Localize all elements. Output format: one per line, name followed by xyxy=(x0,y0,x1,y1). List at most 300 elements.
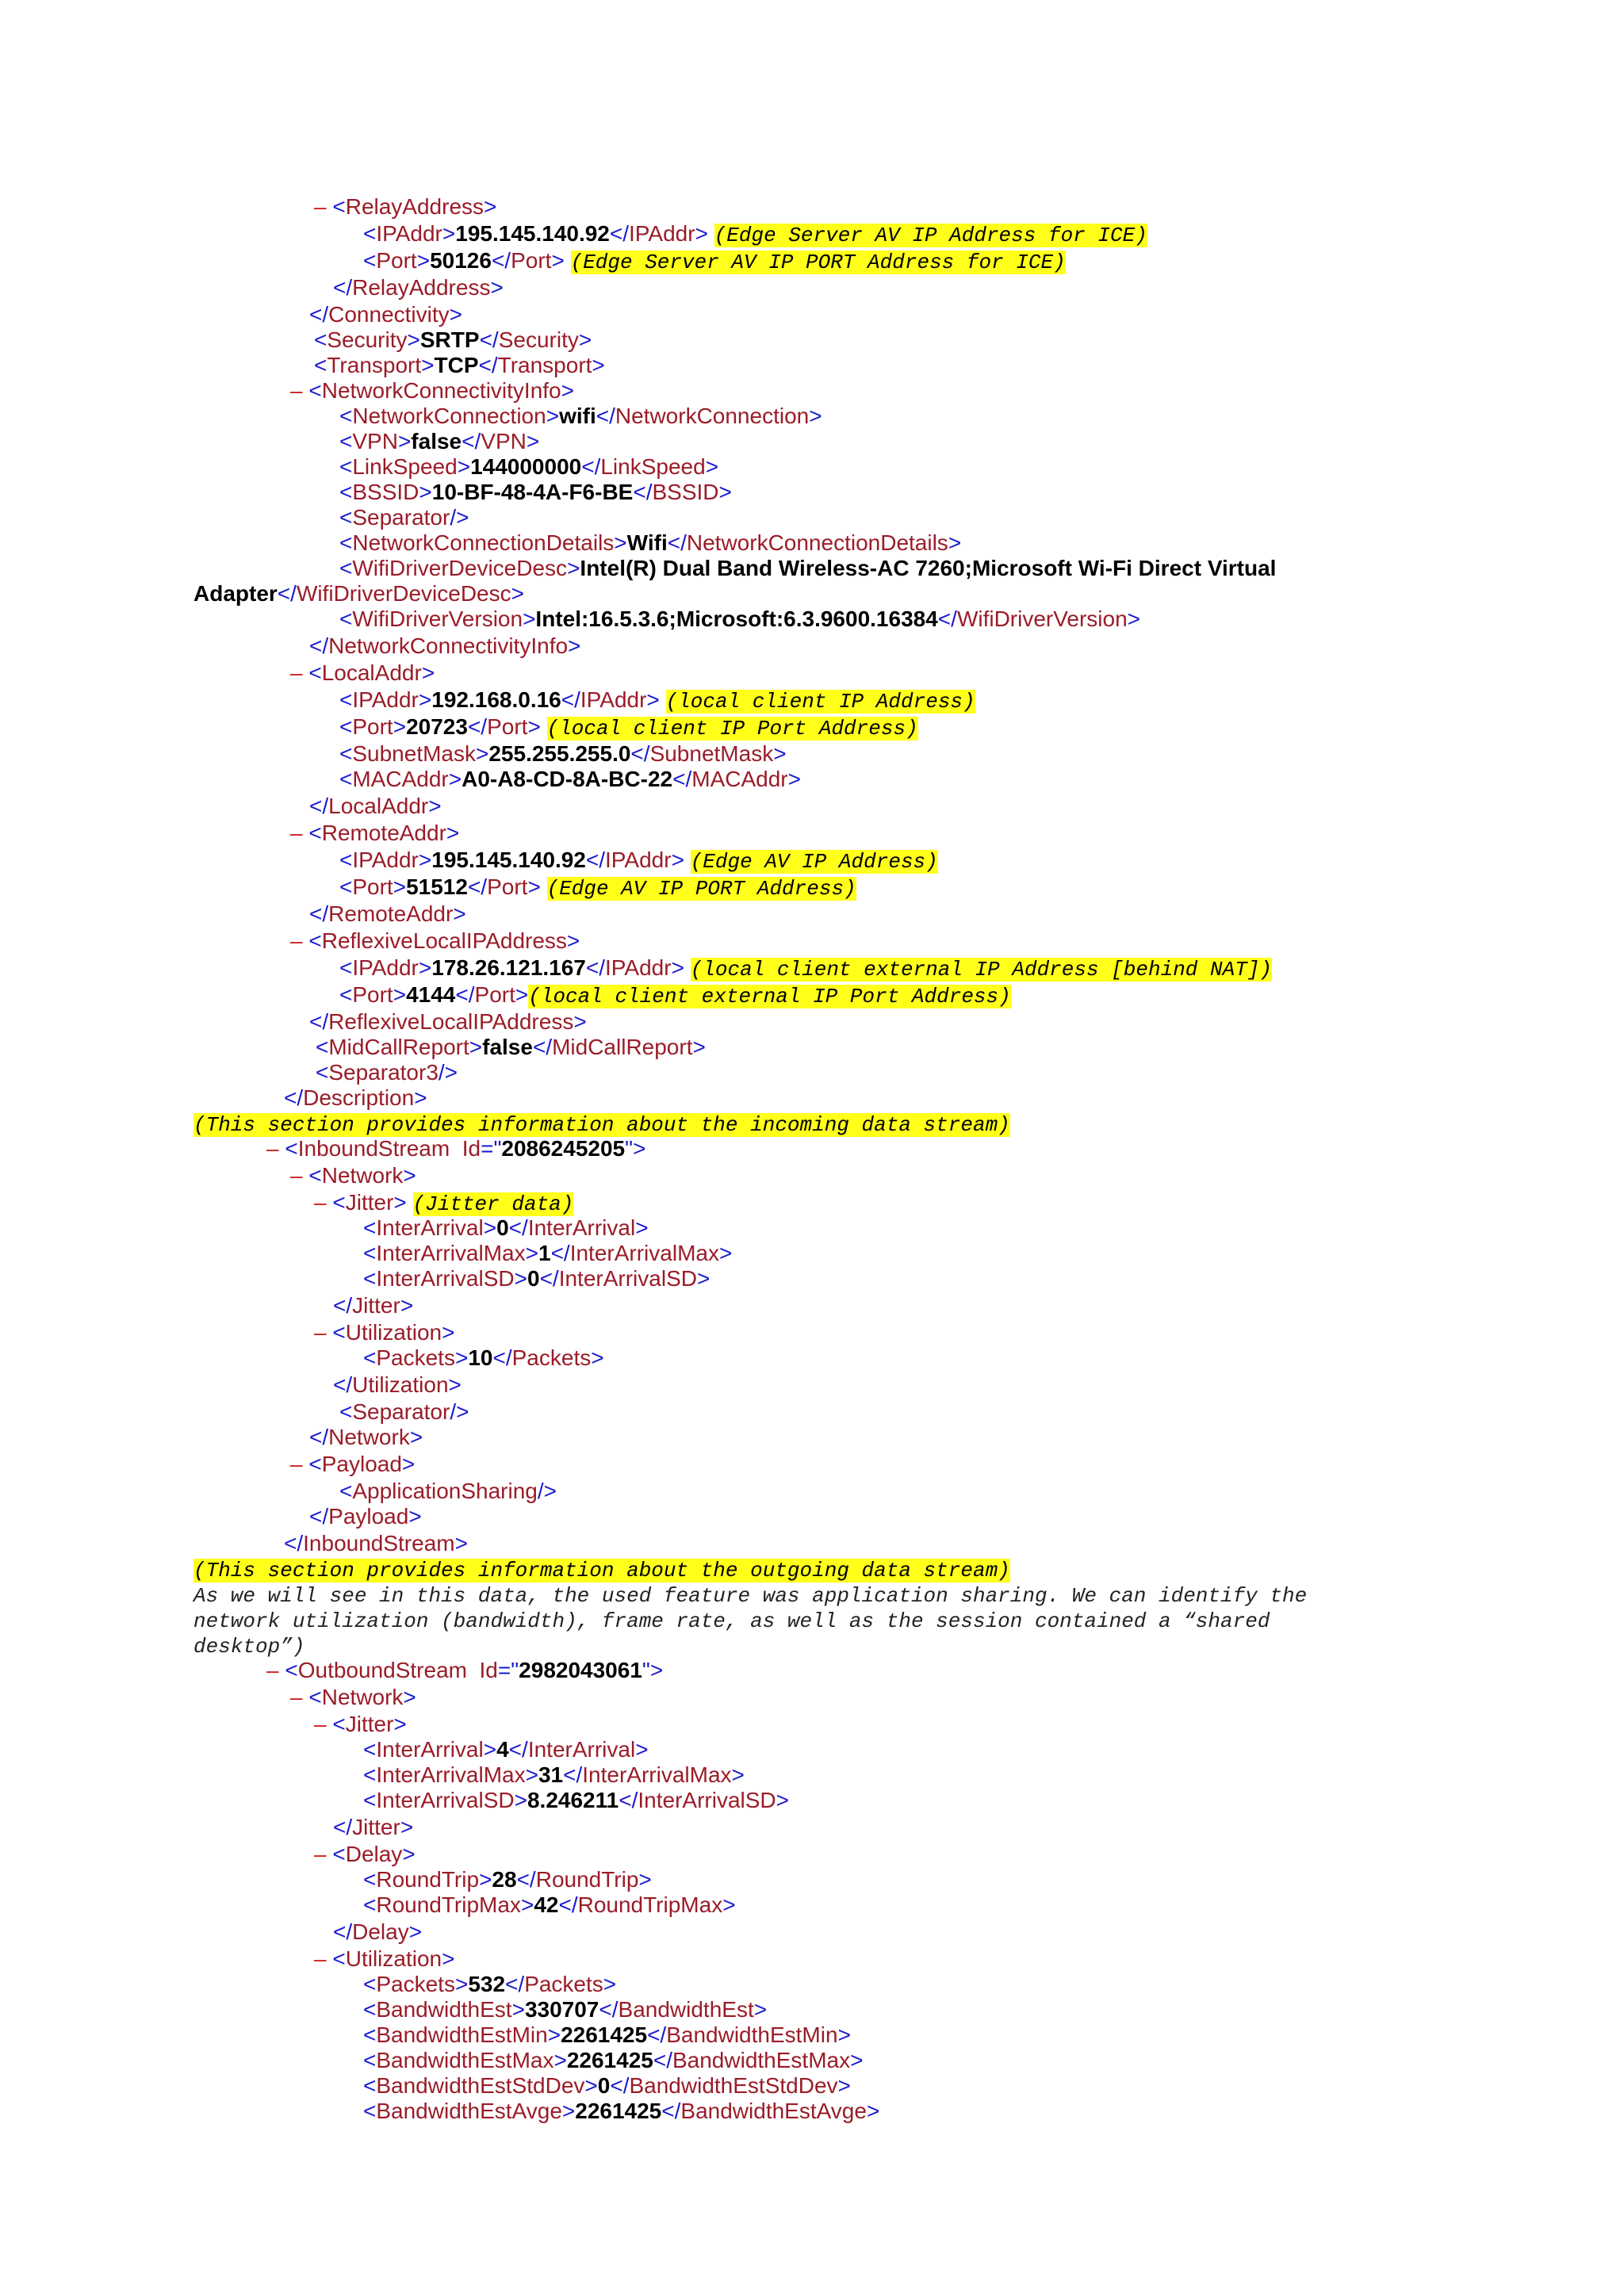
xml-bracket: > xyxy=(483,1215,497,1240)
xml-bracket: < xyxy=(332,1712,346,1736)
xml-bracket: > xyxy=(457,454,471,479)
xml-bracket: > xyxy=(837,2073,851,2098)
xml-value: 178.26.121.167 xyxy=(431,955,586,980)
xml-bracket: > xyxy=(483,1737,497,1762)
xml-tag-name: Security xyxy=(498,327,579,352)
collapse-dash[interactable]: – xyxy=(290,1163,303,1188)
xml-tag-name: WifiDriverDeviceDesc xyxy=(352,556,568,580)
xml-bracket: < xyxy=(363,2022,377,2047)
xml-bracket: < xyxy=(363,221,377,246)
xml-bracket: </ xyxy=(561,687,580,712)
xml-tag-name: Network xyxy=(328,1425,410,1449)
xml-bracket: </ xyxy=(333,1293,353,1318)
xml-bracket: > xyxy=(527,874,541,899)
xml-bracket: > xyxy=(568,633,581,658)
xml-line xyxy=(314,1946,454,1972)
xml-line xyxy=(339,607,1140,632)
xml-tag-name: InterArrivalSD xyxy=(638,1788,776,1812)
collapse-dash[interactable]: – xyxy=(290,1452,303,1476)
xml-bracket: > xyxy=(476,741,489,766)
xml-bracket: > xyxy=(592,353,605,377)
xml-bracket: > xyxy=(402,1842,416,1866)
xml-line xyxy=(339,767,801,792)
xml-line xyxy=(339,480,732,505)
xml-bracket: </ xyxy=(539,1266,559,1291)
highlighted-annotation: (Edge AV IP Address) xyxy=(690,850,938,874)
xml-bracket: </ xyxy=(479,327,499,352)
xml-tag-name: NetworkConnectivityInfo xyxy=(321,378,561,403)
xml-bracket: > xyxy=(511,581,524,606)
xml-line xyxy=(333,1919,422,1945)
xml-bracket: < xyxy=(316,1060,329,1085)
xml-tag-name: Port xyxy=(352,982,393,1007)
xml-bracket: </ xyxy=(309,794,329,818)
xml-bracket: </ xyxy=(492,1345,512,1370)
xml-tag-name: Connectivity xyxy=(328,302,450,327)
xml-bracket: < xyxy=(339,404,353,428)
xml-line xyxy=(290,378,574,404)
xml-bracket: > xyxy=(448,1372,462,1397)
xml-tag-name: BSSID xyxy=(352,480,419,504)
xml-bracket: </ xyxy=(491,248,511,273)
xml-bracket: < xyxy=(363,1241,377,1265)
xml-bracket: > xyxy=(526,429,540,453)
xml-tag-name: Jitter xyxy=(352,1293,400,1318)
xml-bracket: > xyxy=(696,1266,710,1291)
space xyxy=(541,714,547,739)
xml-bracket: </ xyxy=(333,1815,353,1839)
collapse-dash[interactable]: – xyxy=(290,928,303,953)
xml-bracket: > xyxy=(553,2048,567,2072)
xml-bracket: </ xyxy=(462,429,481,453)
xml-bracket: < xyxy=(339,874,353,899)
xml-tag-name: RemoteAddr xyxy=(321,821,446,845)
xml-bracket: < xyxy=(339,454,353,479)
xml-bracket: < xyxy=(332,1842,346,1866)
xml-tag-name: Security xyxy=(327,327,408,352)
xml-bracket: > xyxy=(479,1867,492,1892)
xml-tag-name: BandwidthEstMax xyxy=(376,2048,554,2072)
xml-tag-name: MACAddr xyxy=(691,767,788,791)
xml-bracket: > xyxy=(695,221,708,246)
xml-tag-name: Port xyxy=(474,982,515,1007)
xml-bracket: </ xyxy=(333,1919,353,1944)
xml-bracket: > xyxy=(418,848,432,872)
xml-tag-name: Port xyxy=(352,874,393,899)
xml-line xyxy=(339,404,822,429)
collapse-dash[interactable]: – xyxy=(314,1842,327,1866)
xml-bracket: > xyxy=(515,982,529,1007)
xml-bracket: > xyxy=(718,480,732,504)
xml-bracket: > xyxy=(408,1504,422,1529)
xml-tag-name: Description xyxy=(303,1085,415,1110)
xml-bracket: > xyxy=(809,404,822,428)
xml-tag-name: WifiDriverDeviceDesc xyxy=(296,581,511,606)
xml-bracket: > xyxy=(511,1997,525,2022)
xml-line xyxy=(309,1009,587,1035)
xml-bracket: </ xyxy=(455,982,475,1007)
xml-line xyxy=(363,221,1147,247)
xml-bracket: > xyxy=(421,660,435,685)
xml-line xyxy=(290,1685,416,1710)
xml-tag-name: Separator xyxy=(352,505,450,530)
xml-bracket: > xyxy=(718,1241,733,1265)
xml-value: 51512 xyxy=(406,874,468,899)
xml-tag-name: BandwidthEstStdDev xyxy=(629,2073,838,2098)
xml-line xyxy=(290,660,435,686)
xml-line xyxy=(339,556,1276,581)
xml-tag-name: Port xyxy=(487,874,528,899)
comment-text: As we will see in this data, the used feature was application sharing. We can identify the xyxy=(193,1584,1308,1608)
xml-tag-name: BandwidthEst xyxy=(618,1997,754,2022)
xml-bracket: < xyxy=(339,556,353,580)
xml-bracket: > xyxy=(635,1215,649,1240)
xml-tag-name: InterArrival xyxy=(376,1737,484,1762)
xml-line xyxy=(333,1372,462,1398)
xml-tag-name: IPAddr xyxy=(629,221,695,246)
xml-tag-name: Delay xyxy=(352,1919,409,1944)
xml-bracket: > xyxy=(418,687,432,712)
xml-tag-name: Jitter xyxy=(352,1815,400,1839)
xml-bracket: > xyxy=(484,194,497,219)
xml-tag-name: Packets xyxy=(376,1345,455,1370)
xml-tag-name: LocalAddr xyxy=(321,660,422,685)
xml-tag-name: Jitter xyxy=(345,1190,394,1215)
xml-bracket: > xyxy=(514,1266,527,1291)
xml-tag-name: LocalAddr xyxy=(328,794,429,818)
xml-bracket: < xyxy=(308,928,322,953)
xml-line xyxy=(363,1737,649,1762)
xml-value: 8.246211 xyxy=(527,1788,619,1812)
xml-bracket: /> xyxy=(438,1060,458,1085)
xml-value: 0 xyxy=(496,1215,509,1240)
xml-bracket: </ xyxy=(508,1215,528,1240)
xml-tag-name: InterArrivalSD xyxy=(558,1266,697,1291)
xml-line xyxy=(193,1607,1270,1632)
xml-tag-name: VPN xyxy=(352,429,398,453)
xml-bracket: > xyxy=(419,480,432,504)
xml-bracket: > xyxy=(866,2099,880,2123)
xml-bracket: </ xyxy=(937,607,957,631)
xml-bracket: > xyxy=(705,454,719,479)
xml-bracket: < xyxy=(339,480,353,504)
xml-bracket: </ xyxy=(667,530,687,555)
xml-bracket: </ xyxy=(516,1867,536,1892)
xml-bracket: > xyxy=(449,302,463,327)
xml-bracket: </ xyxy=(467,874,488,899)
xml-bracket: < xyxy=(339,1479,353,1503)
xml-bracket: > xyxy=(393,1712,407,1736)
xml-tag-name: InterArrival xyxy=(527,1737,636,1762)
xml-tag-name: OutboundStream Id xyxy=(297,1658,498,1682)
xml-line xyxy=(193,1582,1307,1607)
xml-line xyxy=(266,1658,663,1683)
xml-bracket: > xyxy=(416,248,431,273)
collapse-dash[interactable]: – xyxy=(290,660,303,685)
xml-tag-name: LinkSpeed xyxy=(352,454,458,479)
xml-bracket: > xyxy=(469,1035,483,1059)
collapse-dash[interactable]: – xyxy=(314,1946,327,1971)
xml-bracket: </ xyxy=(532,1035,553,1059)
xml-bracket: </ xyxy=(309,901,329,926)
xml-bracket: < xyxy=(339,530,353,555)
xml-bracket: > xyxy=(428,794,442,818)
xml-bracket: > xyxy=(722,1892,736,1917)
xml-tag-name: Utilization xyxy=(345,1320,442,1345)
collapse-dash[interactable]: – xyxy=(314,1190,327,1215)
xml-bracket: </ xyxy=(467,714,488,739)
xml-value: 2086245205 xyxy=(501,1136,626,1161)
xml-tag-name: RelayAddress xyxy=(345,194,485,219)
xml-bracket: </ xyxy=(558,1892,578,1917)
xml-bracket: < xyxy=(363,1867,377,1892)
xml-value: wifi xyxy=(559,404,596,428)
xml-bracket: </ xyxy=(610,2073,630,2098)
xml-line xyxy=(363,248,1066,274)
xml-tag-name: BandwidthEstMin xyxy=(376,2022,548,2047)
xml-tag-name: Packets xyxy=(376,1972,455,1996)
xml-tag-name: IPAddr xyxy=(352,955,419,980)
space xyxy=(407,1190,413,1215)
xml-bracket: </ xyxy=(633,480,653,504)
xml-value: false xyxy=(482,1035,533,1059)
xml-line xyxy=(339,530,961,556)
xml-bracket: < xyxy=(308,1685,322,1709)
xml-bracket: > xyxy=(523,607,536,631)
comment-text: network utilization (bandwidth), frame rate, as well as the session contained a “shared xyxy=(193,1609,1270,1633)
xml-value: 2261425 xyxy=(575,2099,662,2123)
xml-value: 2261425 xyxy=(561,2022,648,2047)
xml-bracket: > xyxy=(442,221,456,246)
xml-tag-name: SubnetMask xyxy=(352,741,476,766)
collapse-dash[interactable]: – xyxy=(314,1320,327,1345)
xml-tag-name: Network xyxy=(321,1685,404,1709)
xml-bracket: </ xyxy=(599,1997,619,2022)
xml-tag-name: IPAddr xyxy=(580,687,647,712)
xml-bracket: > xyxy=(671,848,684,872)
xml-tag-name: InterArrivalMax xyxy=(376,1241,526,1265)
xml-value: 195.145.140.92 xyxy=(455,221,610,246)
xml-line xyxy=(339,505,469,530)
xml-tag-name: NetworkConnection xyxy=(615,404,810,428)
xml-value: 330707 xyxy=(524,1997,599,2022)
xml-tag-name: InboundStream Id xyxy=(297,1136,481,1161)
xml-tag-name: NetworkConnection xyxy=(352,404,546,428)
xml-bracket: </ xyxy=(508,1737,528,1762)
xml-bracket: </ xyxy=(672,767,692,791)
xml-bracket: > xyxy=(561,378,574,403)
xml-line xyxy=(363,2022,851,2048)
xml-bracket: > xyxy=(525,1241,538,1265)
xml-line xyxy=(290,821,459,846)
xml-bracket: > xyxy=(520,1892,534,1917)
xml-tag-name: BandwidthEstMin xyxy=(666,2022,838,2047)
xml-bracket: > xyxy=(527,714,541,739)
xml-bracket: "> xyxy=(625,1136,646,1161)
xml-tag-name: NetworkConnectionDetails xyxy=(352,530,615,555)
xml-bracket: </ xyxy=(309,1009,329,1034)
xml-bracket: </ xyxy=(581,454,601,479)
xml-line xyxy=(363,1345,604,1371)
xml-line xyxy=(363,1215,649,1241)
xml-value: 10 xyxy=(468,1345,493,1370)
xml-line xyxy=(339,982,1011,1008)
xml-bracket: < xyxy=(339,607,353,631)
xml-line xyxy=(266,1136,645,1161)
xml-bracket: < xyxy=(363,2073,377,2098)
collapse-dash[interactable]: – xyxy=(290,821,303,845)
xml-line xyxy=(309,794,442,819)
xml-tag-name: IPAddr xyxy=(605,848,672,872)
xml-value: 144000000 xyxy=(470,454,582,479)
xml-tag-name: ApplicationSharing xyxy=(352,1479,538,1503)
xml-tag-name: SubnetMask xyxy=(649,741,774,766)
xml-line xyxy=(363,1266,710,1292)
xml-line xyxy=(284,1531,468,1556)
xml-tag-name: MidCallReport xyxy=(328,1035,469,1059)
xml-value: TCP xyxy=(434,353,479,377)
xml-bracket: > xyxy=(414,1085,427,1110)
xml-tag-name: InterArrival xyxy=(527,1215,636,1240)
xml-bracket: > xyxy=(546,404,560,428)
xml-tag-name: MidCallReport xyxy=(552,1035,693,1059)
xml-bracket: > xyxy=(454,1531,468,1556)
xml-value: Intel:16.5.3.6;Microsoft:6.3.9600.16384 xyxy=(535,607,938,631)
xml-tag-name: VPN xyxy=(481,429,527,453)
xml-bracket: > xyxy=(397,429,412,453)
xml-value: 1 xyxy=(538,1241,551,1265)
xml-bracket: > xyxy=(850,2048,864,2072)
xml-bracket: > xyxy=(584,2073,598,2098)
xml-bracket: =" xyxy=(481,1136,502,1161)
xml-bracket: </ xyxy=(277,581,297,606)
xml-tag-name: ReflexiveLocalIPAddress xyxy=(328,1009,574,1034)
xml-bracket: < xyxy=(332,1190,346,1215)
xml-value: A0-A8-CD-8A-BC-22 xyxy=(462,767,673,791)
xml-bracket: > xyxy=(635,1737,649,1762)
xml-tag-name: BandwidthEst xyxy=(376,1997,512,2022)
xml-line xyxy=(333,1293,413,1318)
collapse-dash[interactable]: – xyxy=(314,194,327,219)
xml-tag-name: InterArrivalSD xyxy=(376,1788,515,1812)
xml-line xyxy=(339,955,1272,981)
xml-bracket: > xyxy=(837,2022,851,2047)
xml-bracket: < xyxy=(339,687,353,712)
space xyxy=(684,848,691,872)
highlighted-annotation: (local client IP Address) xyxy=(665,690,975,714)
xml-value: 20723 xyxy=(406,714,468,739)
xml-bracket: </ xyxy=(563,1762,583,1787)
xml-line xyxy=(193,1111,1010,1136)
xml-bracket: > xyxy=(407,327,420,352)
xml-bracket: < xyxy=(363,2048,377,2072)
xml-bracket: </ xyxy=(609,221,630,246)
xml-bracket: > xyxy=(692,1035,706,1059)
xml-bracket: < xyxy=(339,1399,353,1424)
xml-line xyxy=(314,1842,416,1867)
xml-bracket: > xyxy=(561,2099,576,2123)
xml-line xyxy=(339,848,938,873)
xml-value: 2982043061 xyxy=(519,1658,642,1682)
highlighted-annotation: (This section provides information about the incoming data stream) xyxy=(193,1113,1010,1137)
xml-line xyxy=(333,275,504,300)
xml-tag-name: Port xyxy=(352,714,393,739)
xml-line xyxy=(309,901,466,927)
xml-tag-name: Packets xyxy=(524,1972,603,1996)
xml-bracket: > xyxy=(671,955,684,980)
xml-bracket: </ xyxy=(596,404,615,428)
collapse-dash[interactable]: – xyxy=(314,1712,327,1736)
xml-line xyxy=(339,741,787,767)
xml-bracket: < xyxy=(339,741,353,766)
xml-bracket: < xyxy=(363,1788,377,1812)
collapse-dash[interactable]: – xyxy=(290,378,303,403)
xml-line xyxy=(363,1788,789,1813)
xml-bracket: < xyxy=(308,821,322,845)
xml-bracket: > xyxy=(408,1919,423,1944)
xml-line xyxy=(314,353,605,378)
comment-text: desktop”) xyxy=(193,1635,305,1659)
xml-bracket: </ xyxy=(585,955,606,980)
xml-line xyxy=(339,1479,557,1504)
xml-tag-name: ReflexiveLocalIPAddress xyxy=(321,928,567,953)
xml-bracket: > xyxy=(638,1867,652,1892)
xml-bracket: "> xyxy=(642,1658,664,1682)
xml-bracket: < xyxy=(363,1737,377,1762)
xml-tag-name: Jitter xyxy=(345,1712,394,1736)
xml-tag-name: Network xyxy=(321,1163,404,1188)
collapse-dash[interactable]: – xyxy=(290,1685,303,1709)
highlighted-annotation: (Edge Server AV IP Address for ICE) xyxy=(714,224,1147,247)
xml-value: Intel(R) Dual Band Wireless-AC 7260;Microsoft Wi-Fi Direct Virtual xyxy=(580,556,1277,580)
xml-bracket: < xyxy=(363,1762,377,1787)
xml-bracket: < xyxy=(339,714,353,739)
xml-tag-name: BandwidthEstAvge xyxy=(376,2099,562,2123)
xml-line xyxy=(314,1712,407,1737)
collapse-dash[interactable]: – xyxy=(266,1136,279,1161)
xml-bracket: < xyxy=(339,982,353,1007)
xml-line xyxy=(363,1972,616,1997)
xml-value: Wifi xyxy=(626,530,668,555)
xml-bracket: > xyxy=(551,248,565,273)
xml-value: 192.168.0.16 xyxy=(431,687,561,712)
xml-bracket: </ xyxy=(550,1241,570,1265)
highlighted-annotation: (This section provides information about the outgoing data stream) xyxy=(193,1559,1010,1582)
xml-tag-name: RoundTrip xyxy=(535,1867,639,1892)
xml-line xyxy=(316,1060,458,1085)
xml-bracket: > xyxy=(787,767,801,791)
xml-bracket: </ xyxy=(333,275,353,300)
xml-bracket: > xyxy=(603,1972,617,1996)
collapse-dash[interactable]: – xyxy=(266,1658,279,1682)
xml-line xyxy=(339,687,975,713)
space xyxy=(684,955,691,980)
xml-tag-name: IPAddr xyxy=(352,687,419,712)
xml-bracket: < xyxy=(339,848,353,872)
xml-line xyxy=(363,1892,736,1918)
xml-bracket: < xyxy=(339,955,353,980)
xml-line xyxy=(363,1867,652,1892)
xml-bracket: > xyxy=(448,767,462,791)
xml-line xyxy=(193,1556,1010,1582)
highlighted-annotation: (local client IP Port Address) xyxy=(546,717,918,740)
xml-tag-name: Transport xyxy=(327,353,422,377)
xml-bracket: > xyxy=(578,327,592,352)
xml-tag-name: InterArrival xyxy=(376,1215,484,1240)
xml-value: 0 xyxy=(527,1266,540,1291)
xml-tag-name: BSSID xyxy=(652,480,719,504)
xml-tag-name: RoundTrip xyxy=(376,1867,480,1892)
